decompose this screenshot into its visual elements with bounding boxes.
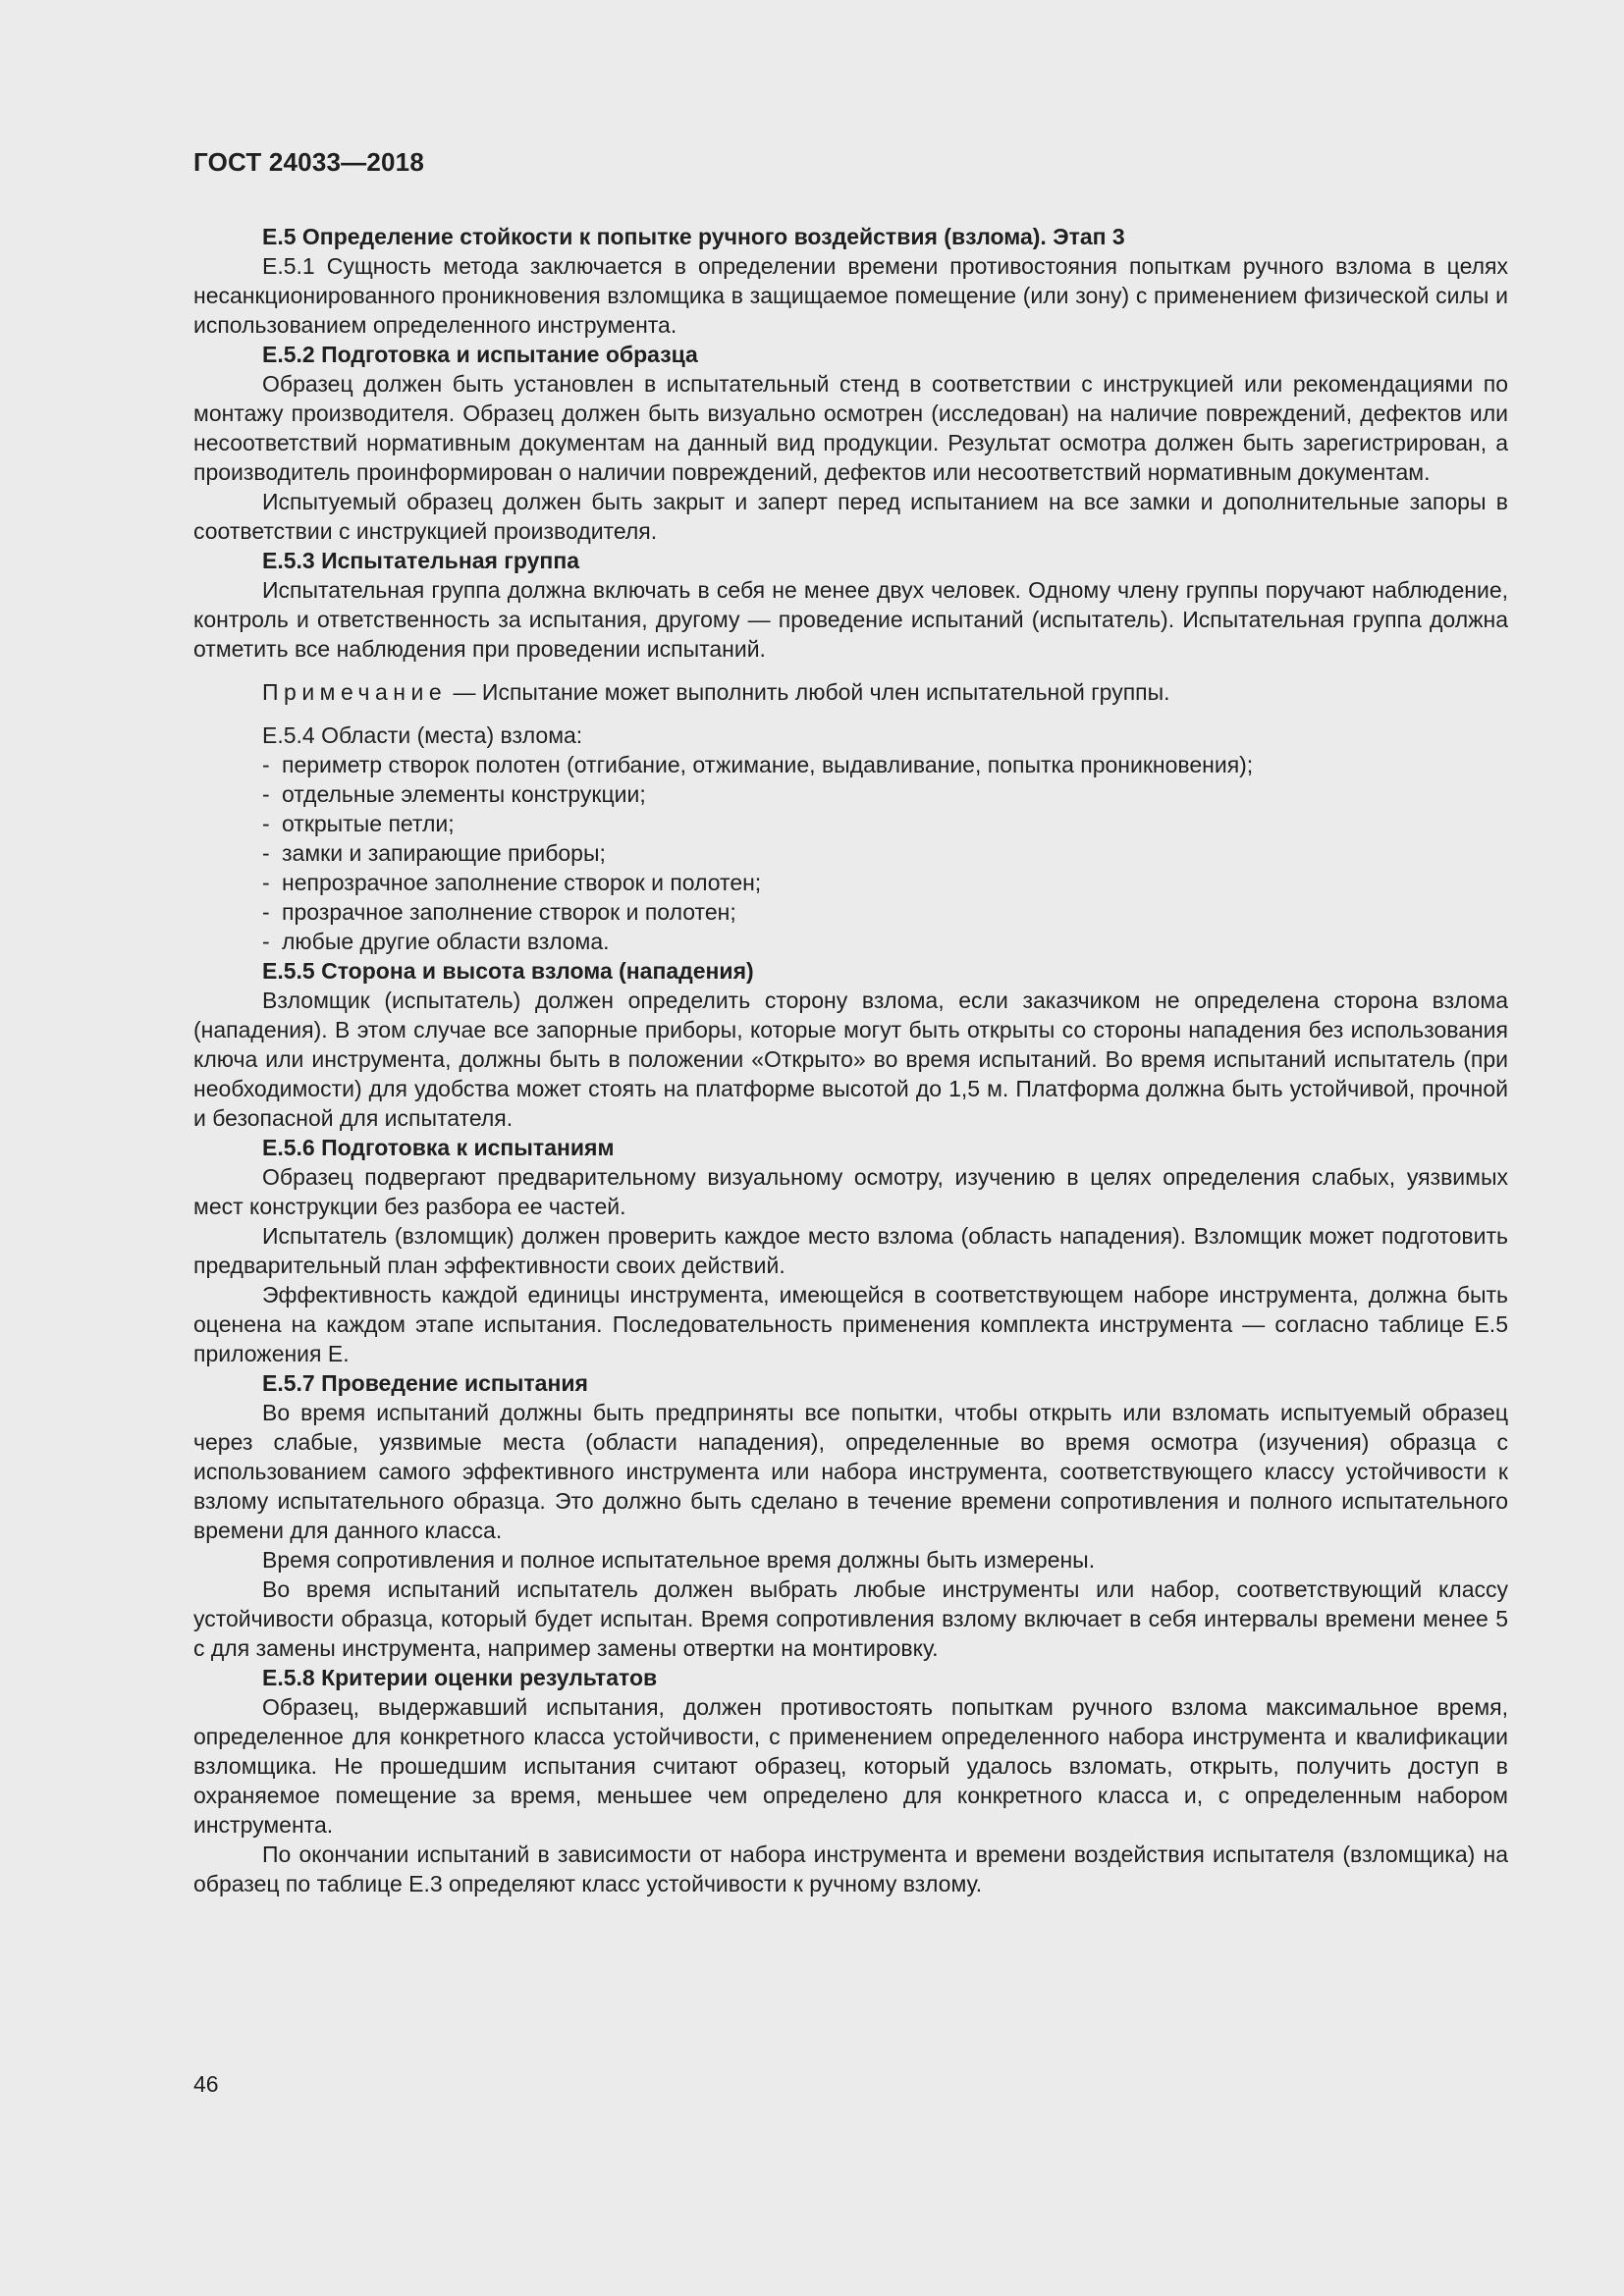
list-item: - периметр створок полотен (отгибание, отжимание, выдавливание, попытка проникновения); xyxy=(262,750,1508,779)
list-item: - открытые петли; xyxy=(262,809,1508,838)
section-e52-paragraph-1: Образец должен быть установлен в испытательный стенд в соответствии с инструкцией или рекомендациями по монтажу производителя. Образец должен быть визуально осмотрен (исследован) на наличие повреждений, дефектов или несоответствий нормативным документам на данный вид продукции. Результат осмотра должен быть зарегистрирован, а производитель проинформирован о наличии повреждений, дефектов или несоответствий нормативным документам. xyxy=(193,371,1508,485)
list-item: - замки и запирающие приборы; xyxy=(262,838,1508,868)
section-e58-paragraph-1: Образец, выдержавший испытания, должен противостоять попыткам ручного взлома максимальное время, определенное для конкретного класса устойчивости, с применением определенного набора инструмента и квалификации взломщика. Не прошедшим испытания считают образец, который удалось взломать, открыть, получить доступ в охраняемое помещение за время, меньшее чем определено для конкретного класса и, с определенным набором инструмента. xyxy=(193,1694,1508,1838)
section-e52-title: Е.5.2 Подготовка и испытание образца xyxy=(262,342,698,367)
section-e51-paragraph: Е.5.1 Сущность метода заключается в определении времени противостояния попыткам ручного взлома в целях несанкционированного проникновения взломщика в защищаемое помещение (или зону) с применением физической силы и использованием определенного инструмента. xyxy=(193,253,1508,338)
section-e55-paragraph-1: Взломщик (испытатель) должен определить сторону взлома, если заказчиком не определена сторона взлома (нападения). В этом случае все запорные приборы, которые могут быть открыты со стороны нападения без использования ключа или инструмента, должны быть в положении «Открыто» во время испытаний. Во время испытаний испытатель (при необходимости) для удобства может стоять на платформе высотой до 1,5 м. Платформа должна быть устойчивой, прочной и безопасной для испытателя. xyxy=(193,988,1508,1131)
section-e57-paragraph-1: Во время испытаний должны быть предприняты все попытки, чтобы открыть или взломать испытуемый образец через слабые, уязвимые места (области нападения), определенные во время осмотра (изучения) образца с использованием самого эффективного инструмента или набора инструмента, соответствующего классу устойчивости к взлому испытательного образца. Это должно быть сделано в течение времени сопротивления и полного испытательного времени для данного класса. xyxy=(193,1400,1508,1543)
section-e53-paragraph-1: Испытательная группа должна включать в себя не менее двух человек. Одному члену группы поручают наблюдение, контроль и ответственность за испытания, другому — проведение испытаний (испытатель). Испытательная группа должна отметить все наблюдения при проведении испытаний. xyxy=(193,577,1508,662)
section-e56-paragraph-2: Испытатель (взломщик) должен проверить каждое место взлома (область нападения). Взломщик может подготовить предварительный план эффективности своих действий. xyxy=(193,1223,1508,1278)
note-label: Примечание xyxy=(262,679,448,705)
section-e57-paragraph-3: Во время испытаний испытатель должен выбрать любые инструменты или набор, соответствующий классу устойчивости образца, который будет испытан. Время сопротивления взлому включает в себя интервалы времени менее 5 с для замены инструмента, например замены отвертки на монтировку. xyxy=(193,1576,1508,1661)
document-header: ГОСТ 24033—2018 xyxy=(193,147,424,177)
section-e54-list xyxy=(193,750,1508,956)
section-e57-paragraph-2: Время сопротивления и полное испытательное время должны быть измерены. xyxy=(262,1547,1096,1573)
section-e55-title: Е.5.5 Сторона и высота взлома (нападения) xyxy=(262,958,754,984)
section-e56-title: Е.5.6 Подготовка к испытаниям xyxy=(262,1135,615,1160)
section-e53-title: Е.5.3 Испытательная группа xyxy=(262,548,579,573)
section-e53-note xyxy=(193,677,1508,707)
section-e54-title: Е.5.4 Области (места) взлома: xyxy=(262,722,583,748)
list-item: - любые другие области взлома. xyxy=(262,927,1508,956)
section-e5-title: Е.5 Определение стойкости к попытке ручного воздействия (взлома). Этап 3 xyxy=(262,224,1125,249)
document-body xyxy=(193,222,1508,1898)
list-item: - отдельные элементы конструкции; xyxy=(262,779,1508,809)
section-e52-paragraph-2: Испытуемый образец должен быть закрыт и заперт перед испытанием на все замки и дополнительные запоры в соответствии с инструкцией производителя. xyxy=(193,489,1508,544)
list-item: - непрозрачное заполнение створок и полотен; xyxy=(262,868,1508,897)
section-e56-paragraph-1: Образец подвергают предварительному визуальному осмотру, изучению в целях определения слабых, уязвимых мест конструкции без разбора ее частей. xyxy=(193,1164,1508,1219)
list-item: - прозрачное заполнение створок и полотен; xyxy=(262,897,1508,927)
section-e57-title: Е.5.7 Проведение испытания xyxy=(262,1370,588,1396)
section-e58-title: Е.5.8 Критерии оценки результатов xyxy=(262,1665,658,1690)
section-e58-paragraph-2: По окончании испытаний в зависимости от набора инструмента и времени воздействия испытателя (взломщика) на образец по таблице Е.3 определяют класс устойчивости к ручному взлому. xyxy=(193,1842,1508,1896)
section-e56-paragraph-3: Эффективность каждой единицы инструмента, имеющейся в соответствующем наборе инструмента, должна быть оценена на каждом этапе испытания. Последовательность применения комплекта инструмента — согласно таблице Е.5 приложения Е. xyxy=(193,1282,1508,1366)
page-number: 46 xyxy=(193,2071,219,2097)
note-text: — Испытание может выполнить любой член испытательной группы. xyxy=(447,679,1170,705)
